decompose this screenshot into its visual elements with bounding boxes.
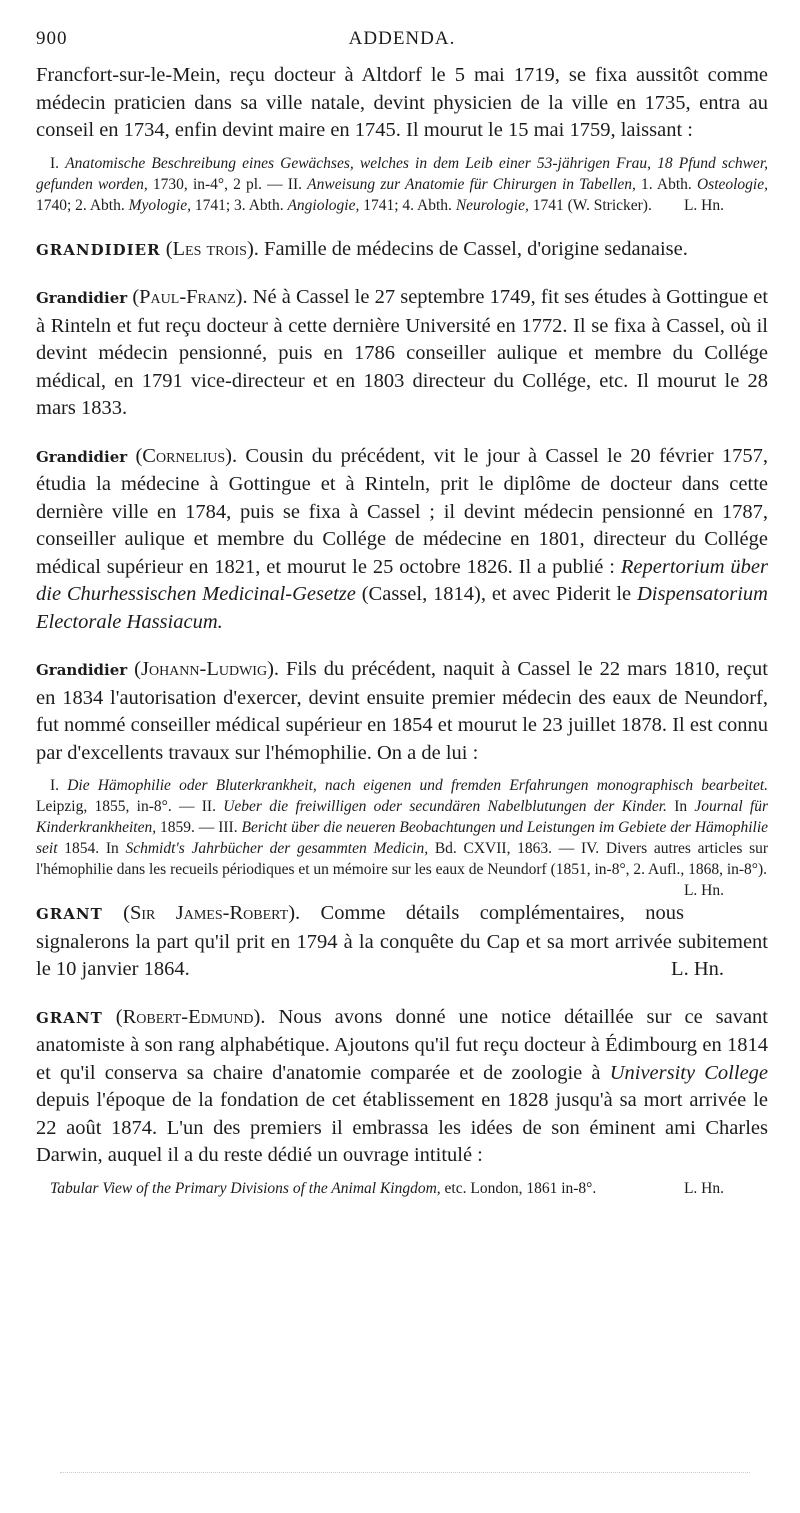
entry-grandidier-cornelius: Grandidier (Cornelius). Cousin du précédent, vit le jour à Cassel le 20 février 1757, étudia la médecine à Gottingue et à Rinteln, prit le diplôme de docteur dans cette dernière ville en 1784, puis se fixa à Cassel ; il devint médecin pensionné en 1787, conseiller aulique et membre du Collége de médecine en 1801, directeur du Collége médical supérieur en 1821, et mourut le 25 octobre 1826. Il a publié : Repertorium über die Churhessischen Medicinal-Gesetze (Cassel, 1814), et avec Piderit le Dispensatorium Electorale Hassiacum. bbox=[36, 444, 769, 633]
entry-qualifier: (Cornelius). bbox=[135, 444, 238, 467]
entry-grandidier-johann-ludwig: Grandidier (Johann-Ludwig). Fils du précédent, naquit à Cassel le 22 mars 1810, reçut en 1834 l'autorisation d'exercer, devint ensuite premier médecin des eaux de Neundorf, fut nommé conseiller médical supérieur en 1854 et mourut le 23 juillet 1878. Il est connu par d'excellents travaux sur l'hémophilie. On a de lui : bbox=[36, 658, 768, 764]
work-title: Dispensatorium Electorale Hassiacum. bbox=[36, 583, 768, 633]
bibliography-block: I. Anatomische Beschreibung eines Gewächses, welches in dem Leib einer 53-jährigen Frau, 18 Pfund schwer, gefunden worden, 1730, in-4°, 2 pl. — II. Anweisung zur Anatomie für Chirurgen in Tabellen, 1. Abth. Osteologie, 1740; 2. Abth. Myologie, 1741; 3. Abth. Angiologie, 1741; 4. Abth. Neurologie, 1741 (W. Stricker). L. Hn. bbox=[36, 154, 769, 214]
entry-headword: Grandidier bbox=[36, 661, 128, 679]
entry-grant-james-robert: GRANT (Sir James-Robert). Comme détails complémentaires, nous signalerons la part qu'il prit en 1794 à la conquête du Cap et sa mort arrivée subitement le 10 janvier 1864. L. Hn. bbox=[36, 900, 768, 984]
entry-qualifier: (Robert-Edmund). bbox=[115, 1005, 266, 1028]
entry-headword: Grandidier bbox=[36, 447, 128, 466]
author-signature: L. Hn. bbox=[683, 1179, 724, 1197]
author-signature: L. Hn. bbox=[683, 882, 724, 899]
bibliography-block: Tabular View of the Primary Divisions of the Animal Kingdom, etc. London, 1861 in-8°. L. Hn. bbox=[36, 1178, 768, 1199]
entry-grandidier-les-trois: GRANDIDIER (Les trois). Famille de médecins de Cassel, d'origine sedanaise. bbox=[36, 237, 688, 260]
page bbox=[36, 28, 768, 1199]
entry-grant-robert-edmund: GRANT (Robert-Edmund). Nous avons donné une notice détaillée sur ce savant anatomiste à son rang alphabétique. Ajoutons qu'il fut reçu docteur à Édimbourg en 1814 et qu'il conserva sa chaire d'anatomie comparée et de zoologie à University College depuis l'époque de la fondation de cet établissement en 1828 jusqu'à sa mort arrivée le 22 août 1874. L'un des premiers il embrassa les idées de son éminent ami Charles Darwin, auquel il a du reste dédié un ouvrage intitulé : bbox=[36, 1005, 769, 1166]
entry-qualifier: (Paul-Franz). bbox=[132, 286, 248, 308]
entry-headword: GRANDIDIER bbox=[36, 240, 161, 259]
continued-paragraph: Francfort-sur-le-Mein, reçu docteur à Altdorf le 5 mai 1719, se fixa aussitôt comme médecin praticien dans sa ville natale, devint physicien de la ville en 1735, entra au conseil en 1734, enfin devint maire en 1745. Il mourut le 15 mai 1759, laissant : bbox=[36, 64, 768, 141]
entry-qualifier: (Sir James-Robert). bbox=[123, 902, 301, 924]
entry-qualifier: (Johann-Ludwig). bbox=[134, 658, 280, 680]
entry-grandidier-paul-franz: Grandidier (Paul-Franz). Né à Cassel le 27 septembre 1749, fit ses études à Gottingue et à Rinteln et fut reçu docteur à cette dernière Université en 1772. Il se fixa à Cassel, où il devint médecin pensionné, puis en 1786 conseiller aulique et membre du Collége médical, en 1791 vice-directeur et en 1803 directeur du Collége, etc. Il mourut le 28 mars 1833. bbox=[36, 286, 769, 419]
bibliography-block: I. Die Hämophilie oder Bluterkrankheit, nach eigenen und fremden Erfahrungen monographisch bearbeitet. Leipzig, 1855, in-8°. — II. Ueber die freiwilligen oder secundären Nabelblutungen der Kinder. In Journal für Kinderkrankheiten, 1859. — III. Bericht über die neueren Beobachtungen und Leistungen im Gebiete der Hämophilie seit 1854. In Schmidt's Jahrbücher der gesammten Medicin, Bd. CXVII, 1863. — IV. Divers autres articles sur l'hémophilie dans les recueils périodiques et un mémoire sur les eaux de Neundorf (1851, in-8°, 2. Aufl., 1868, in-8°). L. Hn. bbox=[36, 777, 769, 899]
author-signature: L. Hn. bbox=[683, 196, 724, 214]
entry-headword: GRANT bbox=[36, 1008, 103, 1027]
running-head bbox=[36, 28, 768, 58]
entry-qualifier: (Les trois). bbox=[165, 237, 259, 260]
author-signature: L. Hn. bbox=[671, 958, 724, 980]
running-title: ADDENDA. bbox=[348, 28, 456, 49]
entry-headword: GRANT bbox=[36, 905, 103, 923]
page-number: 900 bbox=[36, 28, 68, 49]
institution-name: University College bbox=[609, 1061, 769, 1084]
entry-headword: Grandidier bbox=[36, 289, 128, 307]
footer-divider bbox=[60, 1472, 750, 1473]
work-title: Repertorium über die Churhessischen Medicinal-Gesetze bbox=[36, 555, 769, 605]
